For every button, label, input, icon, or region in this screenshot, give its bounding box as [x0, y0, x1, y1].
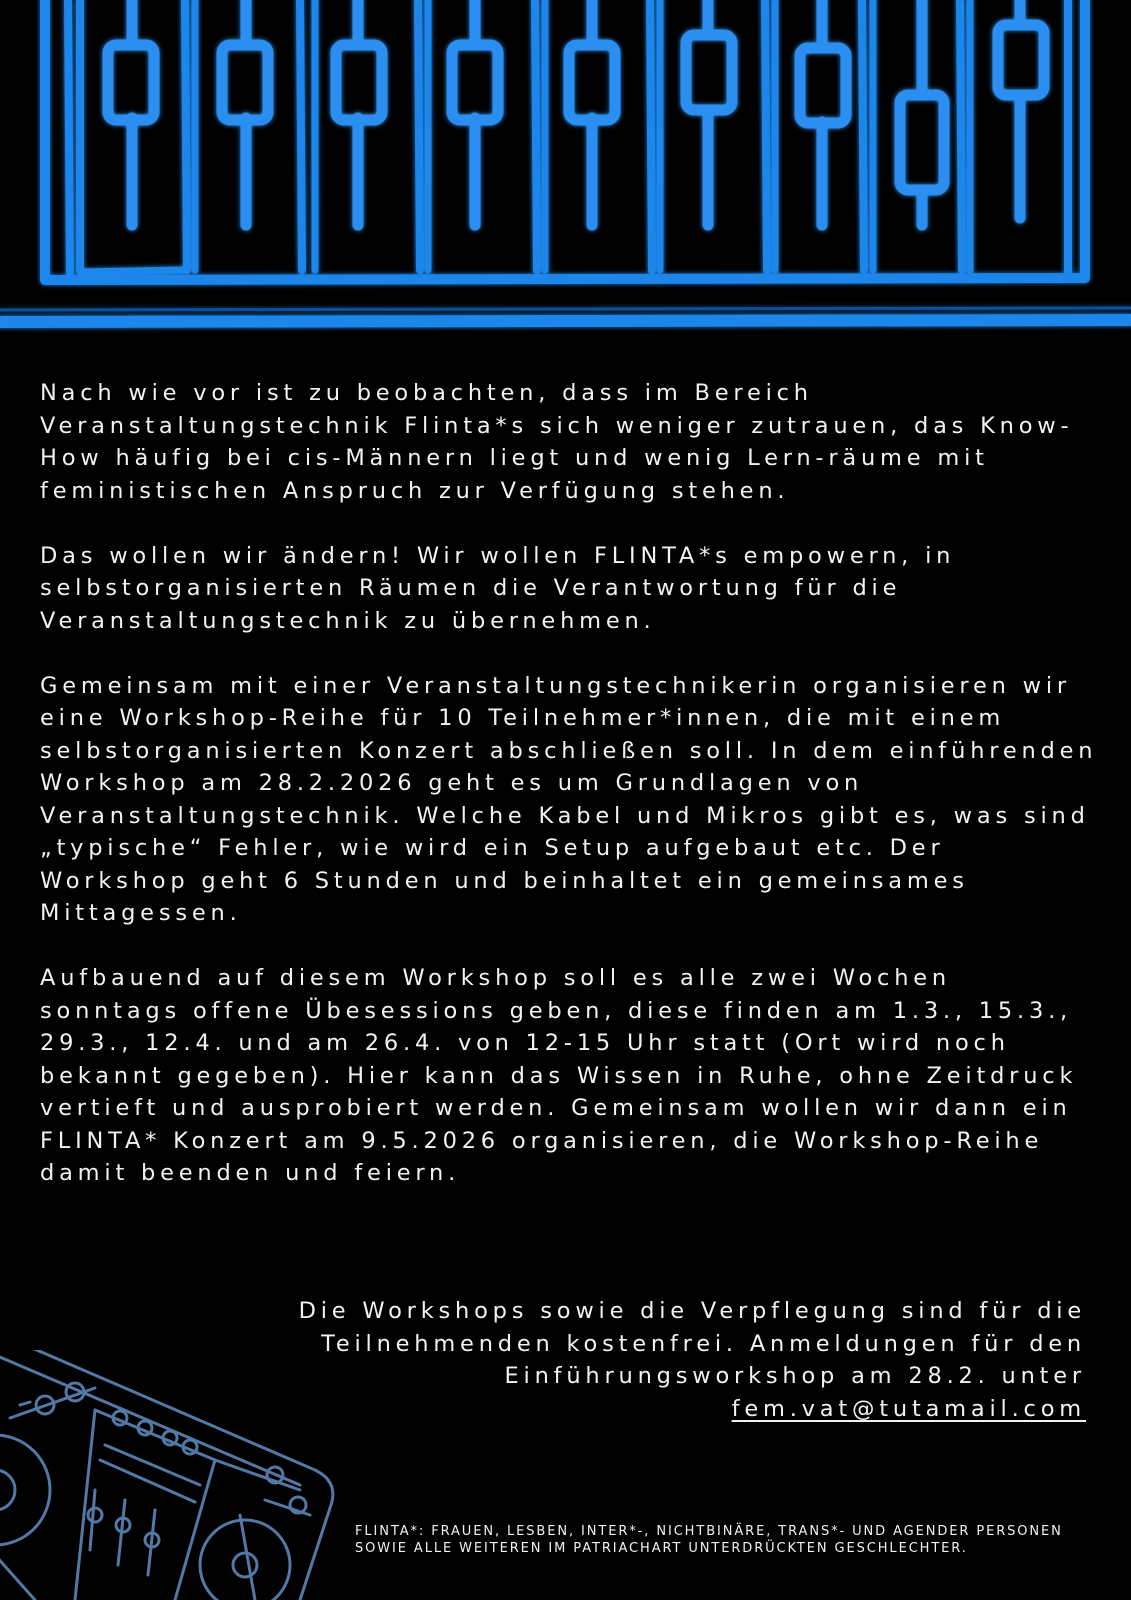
paragraph-2: Das wollen wir ändern! Wir wollen FLINTA*s empowern, in selbstorganisierten Räumen die Verantwortung für die Veranstaltungstechnik zu übernehmen.	[40, 542, 956, 634]
mixing-console-faders-image	[0, 0, 1131, 340]
body-text	[40, 377, 1100, 1222]
paragraph-4: Aufbauend auf diesem Workshop soll es alle zwei Wochen sonntags offene Übesessions geben, diese finden am 1.3., 15.3., 29.3., 12.4. und am 26.4. von 12-15 Uhr statt (Ort wird noch bekannt gegeben). Hier kann das Wissen in Ruhe, ohne Zeitdruck vertieft und ausprobiert werden. Gemeinsam wollen wir dann ein FLINTA* Konzert am 9.5.2026 organisieren, die Workshop-Reihe damit beenden und feiern.	[40, 965, 1078, 1186]
paragraph-1: Nach wie vor ist zu beobachten, dass im Bereich Veranstaltungstechnik Flinta*s sich weniger zutrauen, das Know-How häufig bei cis-Männern liegt und wenig Lern-räume mit feministischen Anspruch zur Verfügung stehen.	[40, 380, 1074, 504]
flinta-footnote: FLINTA*: FRAUEN, LESBEN, INTER*-, NICHTBINÄRE, TRANS*- UND AGENDER PERSONEN SOWIE ALLE WEITEREN IM PATRIACHART UNTERDRÜCKTEN GESCHLECHTER.	[355, 1524, 1063, 1556]
closing-text: Die Workshops sowie die Verpflegung sind für die Teilnehmenden kostenfrei. Anmeldungen für den Einführungsworkshop am 28.2. unter	[298, 1298, 1086, 1389]
paragraph-3: Gemeinsam mit einer Veranstaltungstechnikerin organisieren wir eine Workshop-Reihe für 10 Teilnehmer*innen, die mit einem selbstorganisierten Konzert abschließen soll. In dem einführenden Workshop am 28.2.2026 geht es um Grundlagen von Veranstaltungstechnik. Welche Kabel und Mikros gibt es, was sind „typische“ Fehler, wie wird ein Setup aufgebaut etc. Der Workshop geht 6 Stunden und beinhaltet ein gemeinsames Mittagessen.	[40, 672, 1098, 926]
dj-turntable-outline-icon	[0, 1350, 360, 1600]
email-link[interactable]: fem.vat@tutamail.com	[731, 1395, 1086, 1422]
